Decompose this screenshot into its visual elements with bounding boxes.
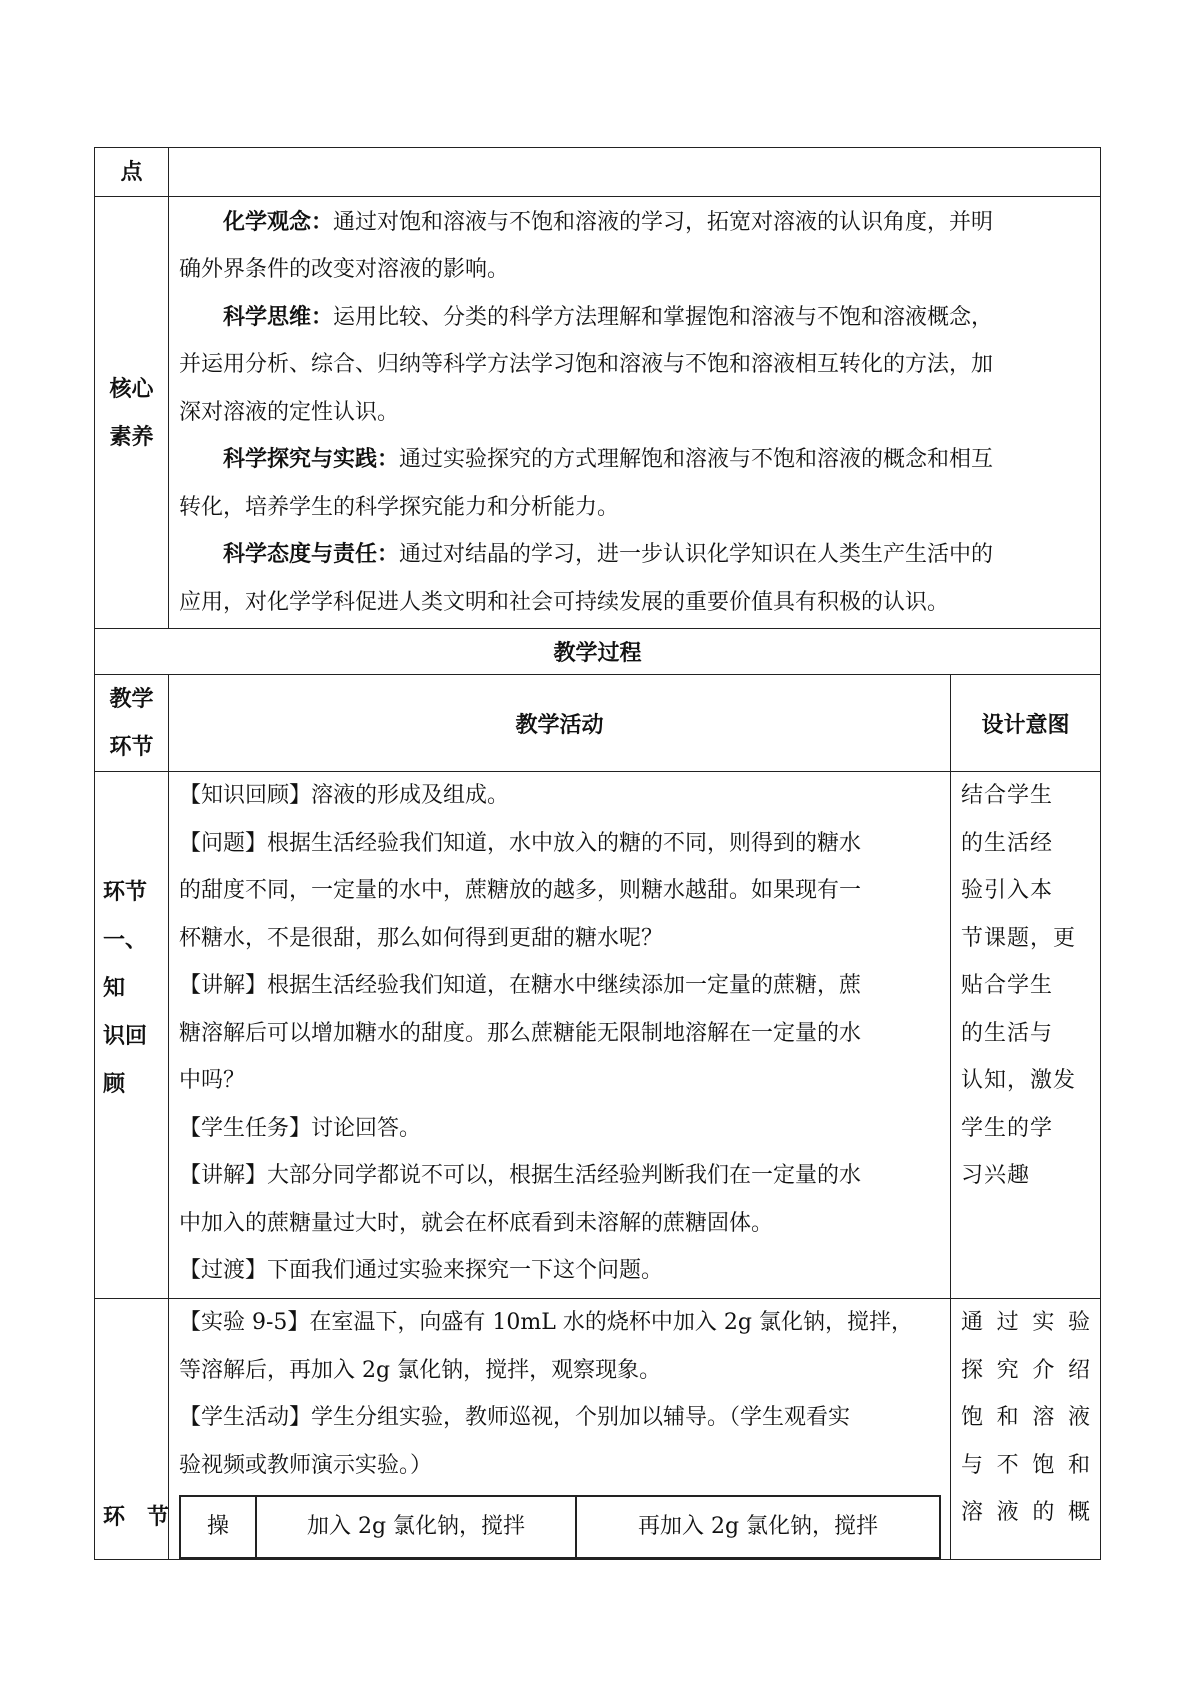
core-item-4-cont: 应用，对化学学科促进人类文明和社会可持续发展的重要价值具有积极的认识。 bbox=[179, 589, 950, 615]
s1-line: 的甜度不同，一定量的水中，蔗糖放的越多，则糖水越甜。如果现有一 bbox=[179, 878, 862, 903]
s1-line: 【讲解】大部分同学都说不可以，根据生活经验判断我们在一定量的水 bbox=[179, 1163, 862, 1188]
header-design: 设计意图 bbox=[951, 675, 1101, 772]
exp-col-first-add: 加入 2g 氯化钠，搅拌 bbox=[256, 1496, 576, 1558]
s1-line: 【问题】根据生活经验我们知道，水中放入的糖的不同，则得到的糖水 bbox=[179, 830, 862, 856]
core-item-1-cont: 确外界条件的改变对溶液的影响。 bbox=[179, 257, 510, 283]
s1-line: 【学生任务】讨论回答。 bbox=[179, 1115, 422, 1141]
section1-design: 结合学生 的生活经 验引入本 节课题，更 贴合学生 的生活与 认知，激发 学生的学 习兴趣 bbox=[951, 772, 1101, 1299]
point-label: 点 bbox=[95, 148, 169, 197]
core-competency-label bbox=[95, 197, 169, 629]
section2-label: 环 节 bbox=[95, 1299, 169, 1560]
section1-label: 环节 一、知 识回 顾 bbox=[95, 772, 169, 1299]
core-label-line2: 素养 bbox=[109, 423, 154, 450]
core-item-2-cont2: 深对溶液的定性认识。 bbox=[179, 399, 400, 425]
s1-line: 糖溶解后可以增加糖水的甜度。那么蔗糖能无限制地溶解在一定量的水 bbox=[179, 1020, 862, 1046]
row-process-title bbox=[95, 629, 1101, 675]
s2-line: 【实验 9-5】在室温下，向盛有 10mL 水的烧杯中加入 2g 氯化钠，搅拌， bbox=[179, 1310, 913, 1335]
point-content bbox=[169, 148, 1101, 197]
s1-line: 【过渡】下面我们通过实验来探究一下这个问题。 bbox=[179, 1258, 664, 1283]
core-item-3-cont: 转化，培养学生的科学探究能力和分析能力。 bbox=[179, 494, 620, 520]
s2-line: 验视频或教师演示实验。） bbox=[179, 1452, 433, 1478]
core-label-line1: 核心 bbox=[109, 375, 154, 402]
row-point bbox=[95, 148, 1101, 197]
exp-col-second-add: 再加入 2g 氯化钠，搅拌 bbox=[576, 1496, 940, 1558]
lesson-plan-table bbox=[94, 147, 1101, 1560]
s2-line: 【学生活动】学生分组实验，教师巡视，个别加以辅导。（学生观看实 bbox=[179, 1405, 851, 1430]
section2-design: 通过实验 探究介绍 饱和溶液 与不饱和 溶液的概 bbox=[951, 1299, 1101, 1560]
experiment-table-row bbox=[180, 1496, 940, 1558]
section2-content bbox=[169, 1299, 951, 1560]
core-item-2: 科学思维：运用比较、分类的科学方法理解和掌握饱和溶液与不饱和溶液概念， bbox=[223, 303, 994, 330]
s1-line: 杯糖水，不是很甜，那么如何得到更甜的糖水呢？ bbox=[179, 925, 664, 951]
exp-col-operation: 操 bbox=[180, 1496, 256, 1558]
s2-line: 等溶解后，再加入 2g 氯化钠，搅拌，观察现象。 bbox=[179, 1357, 662, 1383]
section1-content bbox=[169, 772, 951, 1299]
row-section-2 bbox=[95, 1299, 1101, 1560]
s1-line: 【讲解】根据生活经验我们知道，在糖水中继续添加一定量的蔗糖，蔗 bbox=[179, 973, 862, 998]
process-title: 教学过程 bbox=[95, 629, 1101, 675]
core-competency-content bbox=[169, 197, 1101, 629]
core-item-3: 科学探究与实践：通过实验探究的方式理解饱和溶液与不饱和溶液的概念和相互 bbox=[223, 446, 994, 473]
header-activity: 教学活动 bbox=[169, 675, 951, 772]
core-item-4: 科学态度与责任：通过对结晶的学习，进一步认识化学知识在人类生产生活中的 bbox=[223, 541, 994, 568]
s1-line: 中加入的蔗糖量过大时，就会在杯底看到未溶解的蔗糖固体。 bbox=[179, 1210, 774, 1236]
row-section-1 bbox=[95, 772, 1101, 1299]
core-item-2-cont: 并运用分析、综合、归纳等科学方法学习饱和溶液与不饱和溶液相互转化的方法，加 bbox=[179, 352, 994, 378]
header-stage: 教学 环节 bbox=[95, 675, 169, 772]
s1-line: 【知识回顾】溶液的形成及组成。 bbox=[179, 783, 510, 808]
row-headers bbox=[95, 675, 1101, 772]
row-core-competency bbox=[95, 197, 1101, 629]
core-item-1: 化学观念：通过对饱和溶液与不饱和溶液的学习，拓宽对溶液的认识角度，并明 bbox=[223, 208, 994, 235]
s1-line: 中吗？ bbox=[179, 1068, 246, 1093]
experiment-table bbox=[179, 1495, 941, 1559]
